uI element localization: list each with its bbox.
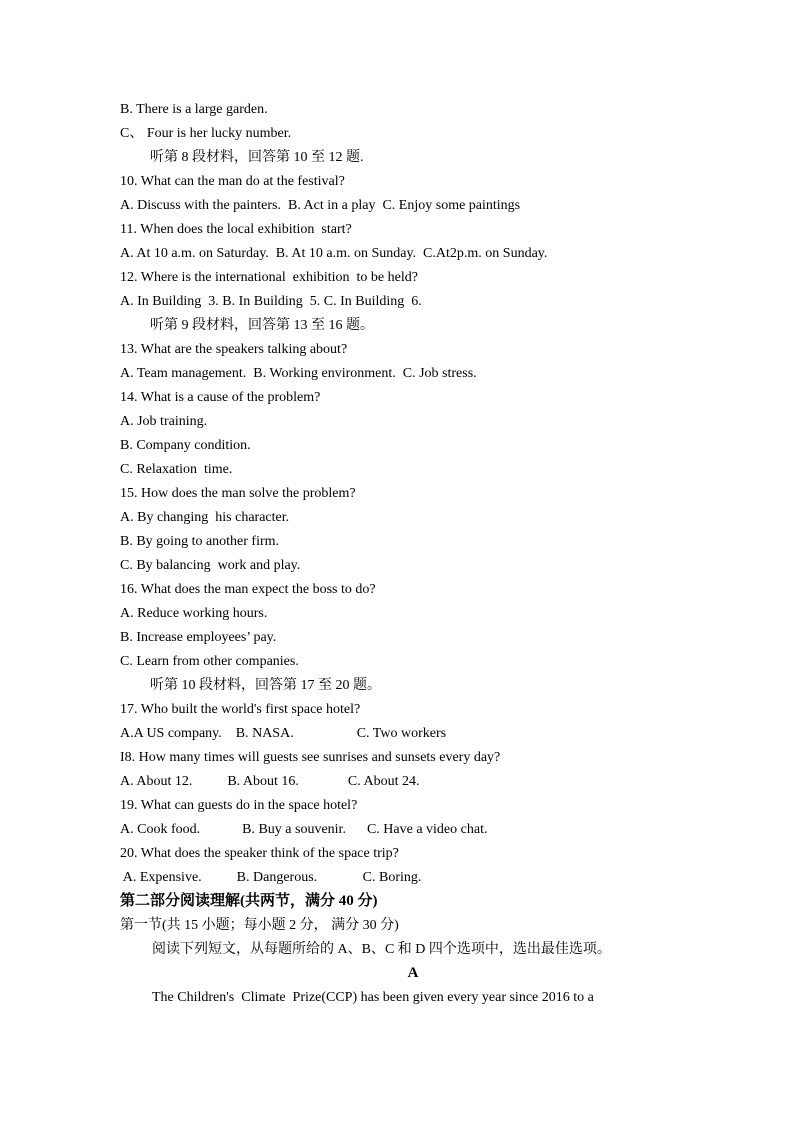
question-line: 13. What are the speakers talking about? [120,342,348,357]
option-line: A. Discuss with the painters. B. Act in a play C. Enjoy some paintings [120,198,521,213]
section-instruction: 听第 10 段材料，回答第 17 至 20 题。 [150,678,381,693]
question-line: 12. Where is the international exhibition to be held? [120,270,418,285]
option-line: A. Expensive. B. Dangerous. C. Boring. [120,870,422,885]
option-line: B. Increase employees’ pay. [120,630,277,645]
option-line: C、 Four is her lucky number. [120,126,292,141]
section-instruction: 听第 8 段材料，回答第 10 至 12 题. [150,150,364,165]
question-line: I8. How many times will guests see sunrises and sunsets every day? [120,750,501,765]
part-heading: 第二部分阅读理解(共两节，满分 40 分) [120,893,378,909]
option-line: C. Relaxation time. [120,462,233,477]
option-line: B. By going to another firm. [120,534,280,549]
option-line: A. Reduce working hours. [120,606,268,621]
question-line: 16. What does the man expect the boss to do? [120,582,376,597]
section-heading: 第一节(共 15 小题；每小题 2 分， 满分 30 分) [120,918,399,933]
question-line: 15. How does the man solve the problem? [120,486,356,501]
section-instruction: 听第 9 段材料，回答第 13 至 16 题。 [150,318,374,333]
option-line: B. There is a large garden. [120,102,268,117]
option-line: A. Job training. [120,414,208,429]
question-line: 10. What can the man do at the festival? [120,174,345,189]
option-line: B. Company condition. [120,438,251,453]
question-line: 20. What does the speaker think of the space trip? [120,846,399,861]
question-line: 17. Who built the world's first space hotel? [120,702,361,717]
option-line: C. Learn from other companies. [120,654,299,669]
passage-text: The Children's Climate Prize(CCP) has been given every year since 2016 to a [152,990,594,1005]
option-line: A. In Building 3. B. In Building 5. C. In Building 6. [120,294,422,309]
option-line: A. At 10 a.m. on Saturday. B. At 10 a.m. on Sunday. C.At2p.m. on Sunday. [120,246,548,261]
option-line: A. About 12. B. About 16. C. About 24. [120,774,420,789]
option-line: A.A US company. B. NASA. C. Two workers [120,726,447,741]
option-line: A. Cook food. B. Buy a souvenir. C. Have a video chat. [120,822,488,837]
option-line: A. Team management. B. Working environment. C. Job stress. [120,366,477,381]
passage-label: A [407,965,419,981]
option-line: C. By balancing work and play. [120,558,301,573]
question-line: 11. When does the local exhibition start? [120,222,352,237]
option-line: A. By changing his character. [120,510,290,525]
question-line: 14. What is a cause of the problem? [120,390,321,405]
question-line: 19. What can guests do in the space hotel? [120,798,358,813]
reading-instruction: 阅读下列短文，从每题所给的 A、B、C 和 D 四个选项中，选出最佳选项。 [152,942,611,957]
